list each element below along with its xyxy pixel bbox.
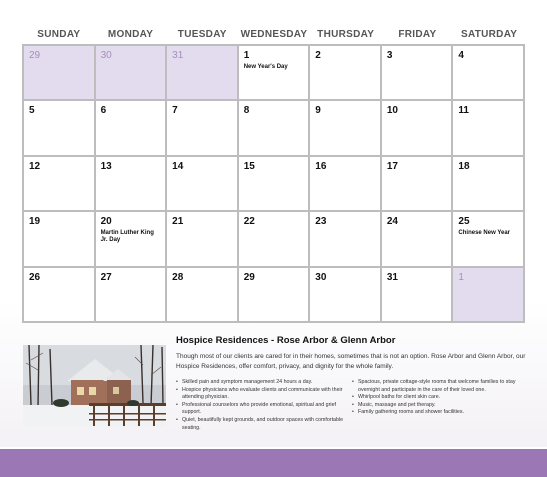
day-number: 28 bbox=[172, 271, 184, 283]
day-number: 9 bbox=[315, 105, 321, 117]
calendar-day bbox=[167, 212, 237, 265]
holiday-label: Chinese New Year bbox=[458, 230, 511, 237]
day-number: 30 bbox=[100, 50, 112, 61]
weekday-wednesday: WEDNESDAY bbox=[240, 29, 308, 40]
calendar-day bbox=[310, 46, 380, 99]
feature-item: • Whirlpool baths for client skin care. bbox=[352, 394, 526, 402]
calendar-day bbox=[453, 157, 523, 210]
calendar-day bbox=[24, 268, 94, 321]
weekday-sunday: SUNDAY bbox=[37, 29, 81, 40]
day-number: 31 bbox=[172, 50, 184, 61]
weekday-tuesday: TUESDAY bbox=[177, 29, 227, 40]
calendar-day bbox=[310, 157, 380, 210]
day-number: 31 bbox=[386, 271, 398, 283]
feature-item: • Professional counselors who provide emotional, spiritual and grief support. bbox=[176, 402, 348, 417]
calendar-day bbox=[167, 268, 237, 321]
day-number: 18 bbox=[458, 160, 470, 172]
day-number: 6 bbox=[100, 105, 107, 117]
day-number: 25 bbox=[458, 216, 470, 228]
feature-item: • Family gathering rooms and shower facilities. bbox=[352, 409, 526, 417]
day-number: 30 bbox=[315, 271, 327, 283]
day-number: 1 bbox=[243, 50, 250, 61]
day-number: 24 bbox=[386, 216, 398, 228]
calendar-day-outside-month bbox=[453, 268, 523, 321]
holiday-label: Martin Luther King Jr. Day bbox=[100, 230, 154, 244]
day-number: 29 bbox=[243, 271, 255, 283]
day-number: 23 bbox=[315, 216, 327, 228]
calendar-day bbox=[24, 101, 94, 154]
holiday-label: New Year's Day bbox=[243, 64, 288, 70]
day-number: 1 bbox=[458, 271, 464, 283]
day-number: 21 bbox=[172, 216, 184, 228]
calendar-day bbox=[453, 46, 523, 99]
day-number: 22 bbox=[243, 216, 255, 228]
day-number: 19 bbox=[29, 216, 41, 228]
calendar-day bbox=[310, 212, 380, 265]
footer-bar bbox=[0, 449, 547, 477]
day-number: 11 bbox=[458, 105, 469, 117]
calendar-day-outside-month bbox=[96, 46, 166, 99]
calendar-day bbox=[239, 268, 309, 321]
info-title: Hospice Residences - Rose Arbor & Glenn Arbor bbox=[176, 335, 396, 346]
feature-item: • Hospice physicians who evaluate clients and communicate with their attending physician. bbox=[176, 387, 348, 402]
day-number: 12 bbox=[29, 160, 41, 172]
calendar-day bbox=[167, 101, 237, 154]
calendar-day bbox=[453, 212, 523, 265]
calendar-day bbox=[24, 212, 94, 265]
day-number: 7 bbox=[172, 105, 178, 117]
calendar-day bbox=[167, 157, 237, 210]
day-number: 4 bbox=[458, 50, 464, 61]
calendar-grid bbox=[22, 44, 525, 323]
day-number: 27 bbox=[100, 271, 112, 283]
weekday-thursday: THURSDAY bbox=[317, 29, 375, 40]
calendar-day-outside-month bbox=[24, 46, 94, 99]
info-intro: Though most of our clients are cared for in their homes, sometimes that is not an option. Rose Arbor and Glenn Arbor, our Hospice Residences, offer comfort, privacy, and dignity for the whole family. bbox=[176, 353, 526, 370]
feature-item: • Spacious, private cottage-style rooms that welcome families to stay overnight and participate in the care of their loved one. bbox=[352, 379, 526, 394]
calendar-day-outside-month bbox=[167, 46, 237, 99]
calendar-day bbox=[453, 101, 523, 154]
weekday-friday: FRIDAY bbox=[398, 29, 437, 40]
day-number: 20 bbox=[100, 216, 112, 228]
calendar-day bbox=[310, 268, 380, 321]
residence-photo bbox=[23, 345, 166, 427]
calendar-day bbox=[382, 268, 452, 321]
day-number: 8 bbox=[243, 105, 250, 117]
weekday-header-row bbox=[23, 26, 525, 44]
calendar-day bbox=[382, 101, 452, 154]
day-number: 26 bbox=[29, 271, 41, 283]
day-number: 16 bbox=[315, 160, 327, 172]
calendar-day bbox=[96, 212, 166, 265]
features-list-right bbox=[352, 379, 526, 417]
day-number: 10 bbox=[386, 105, 398, 117]
feature-item: • Music, massage and pet therapy. bbox=[352, 402, 526, 410]
day-number: 17 bbox=[386, 160, 398, 172]
calendar-day bbox=[96, 268, 166, 321]
day-number: 15 bbox=[243, 160, 255, 172]
calendar-day bbox=[239, 101, 309, 154]
weekday-monday: MONDAY bbox=[107, 29, 154, 40]
day-number: 13 bbox=[100, 160, 112, 172]
calendar-day bbox=[382, 157, 452, 210]
calendar-day bbox=[382, 46, 452, 99]
calendar-day bbox=[239, 46, 309, 99]
calendar-day bbox=[239, 157, 309, 210]
calendar-day bbox=[310, 101, 380, 154]
calendar-day bbox=[96, 101, 166, 154]
calendar-day bbox=[96, 157, 166, 210]
day-number: 2 bbox=[315, 50, 321, 61]
calendar-day bbox=[239, 212, 309, 265]
day-number: 5 bbox=[29, 105, 35, 117]
day-number: 3 bbox=[386, 50, 393, 61]
calendar-day bbox=[382, 212, 452, 265]
weekday-saturday: SATURDAY bbox=[460, 29, 518, 40]
calendar-day bbox=[24, 157, 94, 210]
feature-item: • Quiet, beautifully kept grounds, and outdoor spaces with comfortable seating. bbox=[176, 417, 348, 432]
feature-item: • Skilled pain and symptom management 24 hours a day. bbox=[176, 379, 348, 387]
features-list-left bbox=[176, 379, 348, 432]
day-number: 14 bbox=[172, 160, 184, 172]
day-number: 29 bbox=[29, 50, 41, 61]
